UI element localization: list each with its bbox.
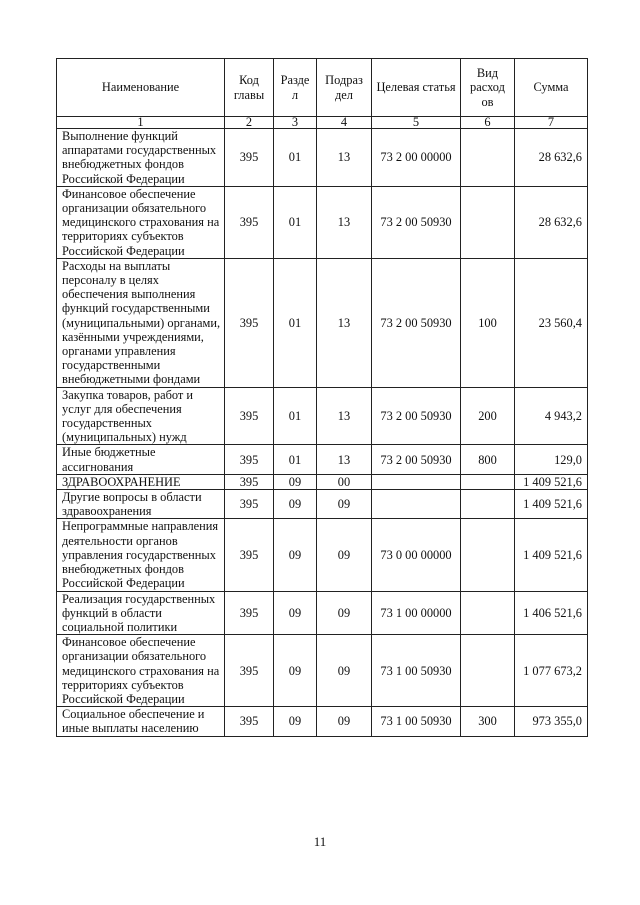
- row-subsection: 09: [317, 635, 372, 707]
- row-name: Финансовое обеспечение организации обязательного медицинского страхования на территориях субъектов Российской Федерации: [57, 186, 225, 258]
- column-number-row: [57, 117, 588, 129]
- row-chapter-code: 395: [225, 445, 274, 474]
- row-section: 09: [274, 519, 317, 591]
- row-sum: 1 409 521,6: [515, 519, 588, 591]
- row-chapter-code: 395: [225, 387, 274, 445]
- row-target-article: 73 2 00 50930: [372, 445, 461, 474]
- row-section: 09: [274, 591, 317, 635]
- row-target-article: 73 1 00 50930: [372, 707, 461, 736]
- table-row: [57, 591, 588, 635]
- row-chapter-code: 395: [225, 474, 274, 489]
- row-section: 09: [274, 635, 317, 707]
- row-expense-type: [461, 519, 515, 591]
- table-row: [57, 474, 588, 489]
- row-expense-type: [461, 129, 515, 187]
- header-name: Наименование: [57, 59, 225, 117]
- row-name: ЗДРАВООХРАНЕНИЕ: [57, 474, 225, 489]
- header-expense-type: Вид расход ов: [461, 59, 515, 117]
- row-name: Реализация государственных функций в области социальной политики: [57, 591, 225, 635]
- column-number: 1: [57, 117, 225, 129]
- row-expense-type: 200: [461, 387, 515, 445]
- row-subsection: 13: [317, 129, 372, 187]
- row-target-article: [372, 490, 461, 519]
- row-name: Другие вопросы в области здравоохранения: [57, 490, 225, 519]
- row-chapter-code: 395: [225, 707, 274, 736]
- row-name: Закупка товаров, работ и услуг для обеспечения государственных (муниципальных) нужд: [57, 387, 225, 445]
- row-chapter-code: 395: [225, 519, 274, 591]
- header-row: [57, 59, 588, 117]
- header-chapter-code: Код главы: [225, 59, 274, 117]
- row-section: 01: [274, 186, 317, 258]
- column-number: 5: [372, 117, 461, 129]
- row-section: 01: [274, 129, 317, 187]
- row-name: Непрограммные направления деятельности органов управления государственных внебюджетных фондов Российской Федерации: [57, 519, 225, 591]
- table-row: [57, 129, 588, 187]
- header-target-article: Целевая статья: [372, 59, 461, 117]
- row-subsection: 09: [317, 707, 372, 736]
- row-sum: 1 406 521,6: [515, 591, 588, 635]
- row-target-article: 73 2 00 50930: [372, 387, 461, 445]
- row-chapter-code: 395: [225, 258, 274, 387]
- row-sum: 1 409 521,6: [515, 474, 588, 489]
- row-expense-type: [461, 474, 515, 489]
- row-target-article: 73 1 00 00000: [372, 591, 461, 635]
- row-sum: 1 409 521,6: [515, 490, 588, 519]
- row-chapter-code: 395: [225, 635, 274, 707]
- row-name: Выполнение функций аппаратами государственных внебюджетных фондов Российской Федерации: [57, 129, 225, 187]
- row-expense-type: 800: [461, 445, 515, 474]
- row-subsection: 13: [317, 258, 372, 387]
- header-subsection: Подраз дел: [317, 59, 372, 117]
- row-sum: 973 355,0: [515, 707, 588, 736]
- row-section: 09: [274, 490, 317, 519]
- row-target-article: 73 1 00 50930: [372, 635, 461, 707]
- row-subsection: 13: [317, 186, 372, 258]
- row-expense-type: [461, 591, 515, 635]
- header-section: Разде л: [274, 59, 317, 117]
- row-section: 09: [274, 707, 317, 736]
- page-number: 11: [313, 834, 327, 849]
- table-row: [57, 445, 588, 474]
- column-number: 6: [461, 117, 515, 129]
- header-sum: Сумма: [515, 59, 588, 117]
- table-row: [57, 186, 588, 258]
- column-number: 2: [225, 117, 274, 129]
- budget-table: [56, 58, 588, 737]
- table-row: [57, 387, 588, 445]
- table-row: [57, 490, 588, 519]
- table-row: [57, 519, 588, 591]
- row-name: Финансовое обеспечение организации обязательного медицинского страхования на территориях субъектов Российской Федерации: [57, 635, 225, 707]
- row-target-article: 73 2 00 50930: [372, 258, 461, 387]
- row-subsection: 09: [317, 591, 372, 635]
- row-sum: 1 077 673,2: [515, 635, 588, 707]
- row-target-article: [372, 474, 461, 489]
- row-sum: 4 943,2: [515, 387, 588, 445]
- row-section: 01: [274, 445, 317, 474]
- table-row: [57, 707, 588, 736]
- row-sum: 129,0: [515, 445, 588, 474]
- table-row: [57, 635, 588, 707]
- column-number: 4: [317, 117, 372, 129]
- row-subsection: 00: [317, 474, 372, 489]
- row-target-article: 73 2 00 00000: [372, 129, 461, 187]
- row-section: 09: [274, 474, 317, 489]
- row-expense-type: 300: [461, 707, 515, 736]
- column-number: 3: [274, 117, 317, 129]
- row-chapter-code: 395: [225, 186, 274, 258]
- table-row: [57, 258, 588, 387]
- row-sum: 28 632,6: [515, 186, 588, 258]
- row-subsection: 13: [317, 387, 372, 445]
- row-sum: 23 560,4: [515, 258, 588, 387]
- row-expense-type: [461, 635, 515, 707]
- row-subsection: 13: [317, 445, 372, 474]
- row-section: 01: [274, 258, 317, 387]
- row-expense-type: [461, 490, 515, 519]
- row-name: Иные бюджетные ассигнования: [57, 445, 225, 474]
- row-section: 01: [274, 387, 317, 445]
- row-sum: 28 632,6: [515, 129, 588, 187]
- row-target-article: 73 0 00 00000: [372, 519, 461, 591]
- row-expense-type: [461, 186, 515, 258]
- row-subsection: 09: [317, 519, 372, 591]
- row-expense-type: 100: [461, 258, 515, 387]
- row-name: Социальное обеспечение и иные выплаты населению: [57, 707, 225, 736]
- row-subsection: 09: [317, 490, 372, 519]
- row-name: Расходы на выплаты персоналу в целях обеспечения выполнения функций государственными (муниципальными) органами, казёнными учреждениями, органами управления государственными внебюджетными фондами: [57, 258, 225, 387]
- row-target-article: 73 2 00 50930: [372, 186, 461, 258]
- column-number: 7: [515, 117, 588, 129]
- row-chapter-code: 395: [225, 129, 274, 187]
- row-chapter-code: 395: [225, 591, 274, 635]
- row-chapter-code: 395: [225, 490, 274, 519]
